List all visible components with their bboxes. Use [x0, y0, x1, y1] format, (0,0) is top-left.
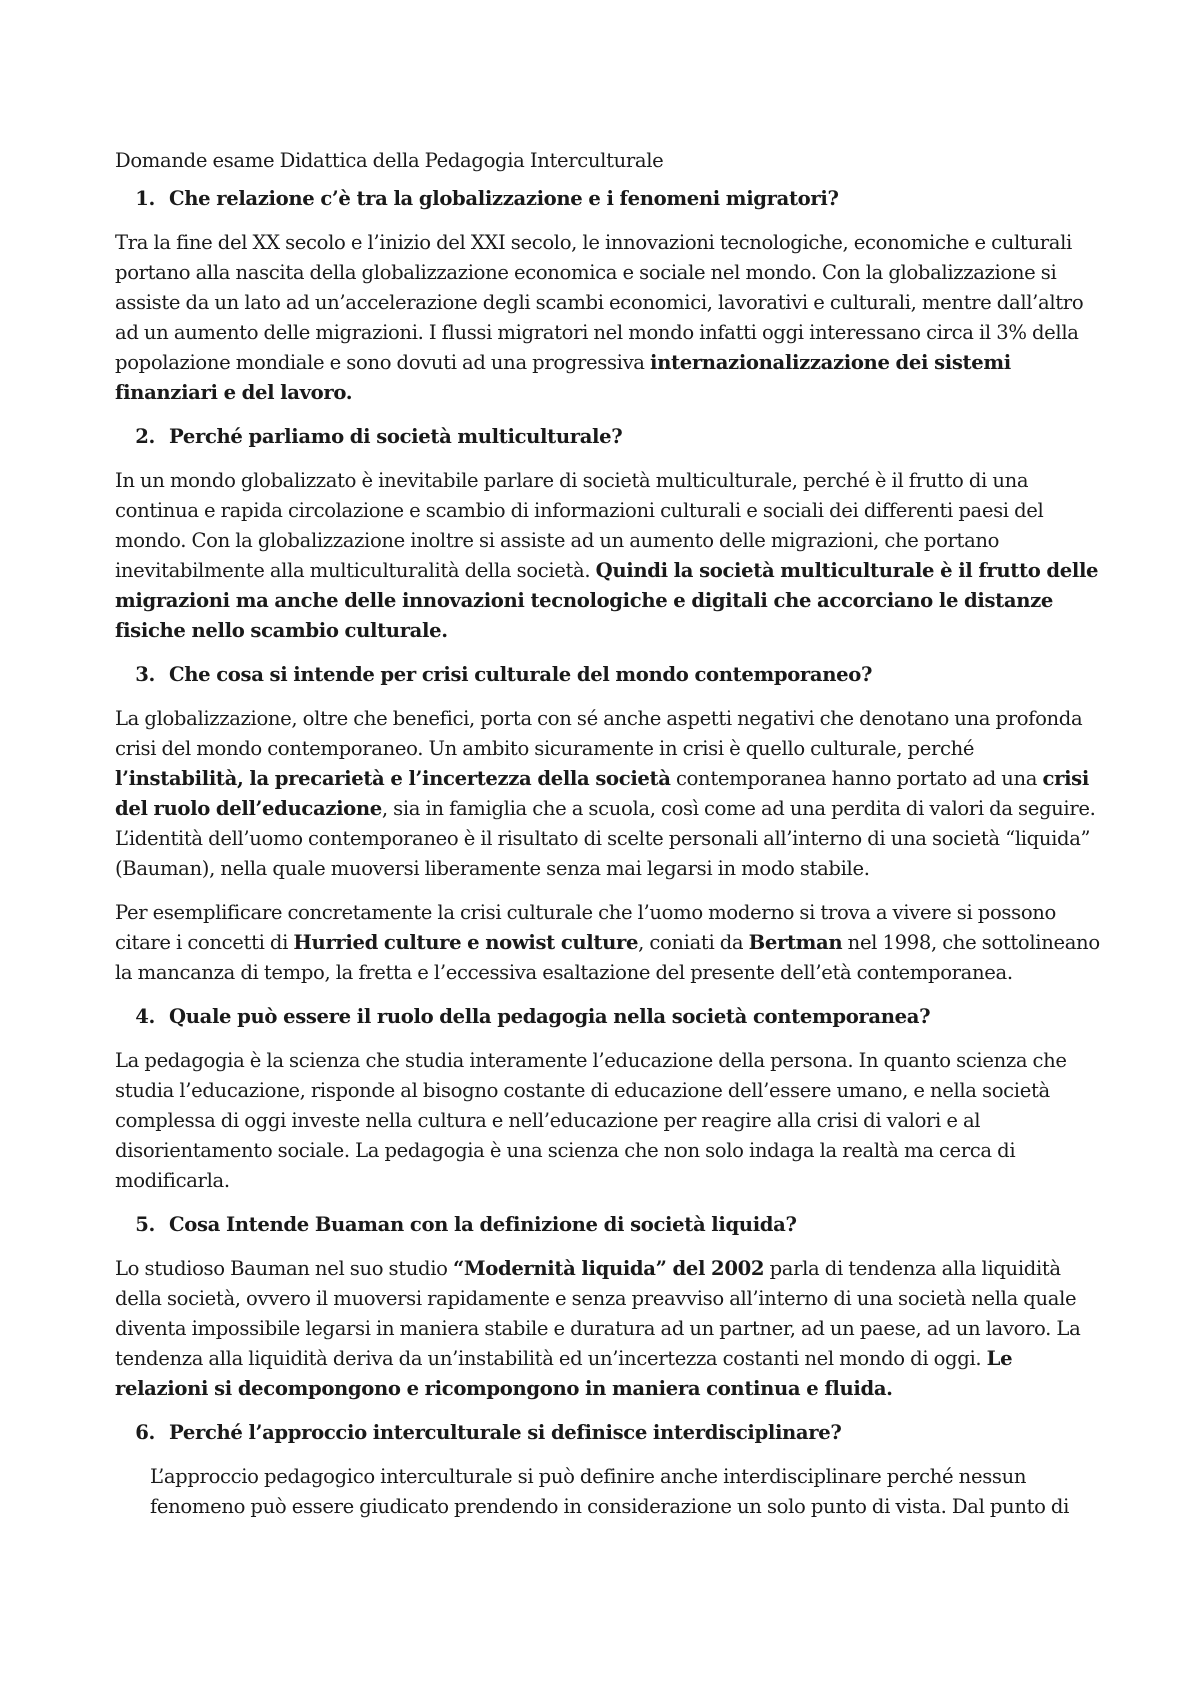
question-text: Quale può essere il ruolo della pedagogia nella società contemporanea? [169, 1005, 931, 1028]
answer-text: nel 1998, che sottolineano la mancanza di tempo, la fretta e l’eccessiva esaltazione del presente dell’età contemporanea. [115, 931, 1100, 984]
answer-text: Per esemplificare concretamente la crisi culturale che l’uomo moderno si trova a vivere si possono citare i concetti di [115, 901, 1056, 954]
answer-bold-text: internazionalizzazione dei sistemi finanziari e del lavoro. [115, 351, 1011, 404]
answer-bold-text: “Modernità liquida” del 2002 [452, 1257, 765, 1280]
question-text: Che cosa si intende per crisi culturale del mondo contemporaneo? [169, 663, 873, 686]
answer-bold-text: Le relazioni si decompongono e ricompongono in maniera continua e fluida. [115, 1347, 1013, 1400]
question-4 [115, 1002, 1100, 1032]
answer-text: L’approccio pedagogico interculturale si può definire anche interdisciplinare perché nessun fenomeno può essere giudicato prendendo in considerazione un solo punto di vista. Dal punto di [150, 1465, 1070, 1518]
answer-bold-text: Quindi la società multiculturale è il frutto delle migrazioni ma anche delle innovazioni tecnologiche e digitali che accorciano le distanze fisiche nello scambio culturale. [115, 559, 1099, 642]
question-text: Perché parliamo di società multiculturale? [169, 425, 623, 448]
answer-5 [115, 1254, 1100, 1404]
answer-bold-text: Hurried culture e nowist culture [293, 931, 639, 954]
question-number: 1. [135, 187, 155, 210]
answer-bold-text: Bertman [748, 931, 843, 954]
question-3 [115, 660, 1100, 690]
answer-text: La pedagogia è la scienza che studia interamente l’educazione della persona. In quanto scienza che studia l’educazione, risponde al bisogno costante di educazione dell’essere umano, e nella società complessa di oggi investe nella cultura e nell’educazione per reagire alla crisi di valori e al disorientamento sociale. La pedagogia è una scienza che non solo indaga la realtà ma cerca di modificarla. [115, 1049, 1067, 1192]
answer-2 [115, 466, 1100, 646]
answer-bold-text: crisi del ruolo dell’educazione [115, 767, 1089, 820]
document-body [115, 146, 1100, 1536]
answer-text: , coniati da [638, 931, 744, 954]
answer-text: In un mondo globalizzato è inevitabile parlare di società multiculturale, perché è il frutto di una continua e rapida circolazione e scambio di informazioni culturali e sociali dei differenti paesi del mondo. Con la globalizzazione inoltre si assiste ad un aumento delle migrazioni, che portano inevitabilmente alla multiculturalità della società. [115, 469, 1044, 582]
answer-4 [115, 1046, 1100, 1196]
answer-3-paragraph-1 [115, 704, 1100, 884]
question-2 [115, 422, 1100, 452]
question-text: Cosa Intende Buaman con la definizione di società liquida? [169, 1213, 797, 1236]
answer-text: Tra la fine del XX secolo e l’inizio del XXI secolo, le innovazioni tecnologiche, economiche e culturali portano alla nascita della globalizzazione economica e sociale nel mondo. Con la globalizzazione si assiste da un lato ad un’accelerazione degli scambi economici, lavorativi e culturali, mentre dall’altro ad un aumento delle migrazioni. I flussi migratori nel mondo infatti oggi interessano circa il 3% della popolazione mondiale e sono dovuti ad una progressiva [115, 231, 1084, 374]
answer-text: contemporanea hanno portato ad una [675, 767, 1038, 790]
question-5 [115, 1210, 1100, 1240]
answer-6 [150, 1462, 1100, 1522]
question-number: 2. [135, 425, 155, 448]
question-number: 5. [135, 1213, 155, 1236]
question-text: Perché l’approccio interculturale si definisce interdisciplinare? [169, 1421, 842, 1444]
answer-1 [115, 228, 1100, 408]
answer-bold-text: l’instabilità, la precarietà e l’incertezza della società [115, 767, 671, 790]
question-1 [115, 184, 1100, 214]
answer-3-paragraph-2 [115, 898, 1100, 988]
question-number: 6. [135, 1421, 155, 1444]
answer-text: Lo studioso Bauman nel suo studio [115, 1257, 448, 1280]
question-number: 4. [135, 1005, 155, 1028]
answer-text: La globalizzazione, oltre che benefici, porta con sé anche aspetti negativi che denotano una profonda crisi del mondo contemporaneo. Un ambito sicuramente in crisi è quello culturale, perché [115, 707, 1083, 760]
answer-text: , sia in famiglia che a scuola, così come ad una perdita di valori da seguire. L’identità dell’uomo contemporaneo è il risultato di scelte personali all’interno di una società “liquida” (Bauman), nella quale muoversi liberamente senza mai legarsi in modo stabile. [115, 797, 1096, 880]
question-number: 3. [135, 663, 155, 686]
answer-text: parla di tendenza alla liquidità della società, ovvero il muoversi rapidamente e senza preavviso all’interno di una società nella quale diventa impossibile legarsi in maniera stabile e duratura ad un partner, ad un paese, ad un lavoro. La tendenza alla liquidità deriva da un’instabilità ed un’incertezza costanti nel mondo di oggi. [115, 1257, 1081, 1370]
document-title: Domande esame Didattica della Pedagogia Interculturale [115, 149, 664, 172]
question-text: Che relazione c’è tra la globalizzazione e i fenomeni migratori? [169, 187, 839, 210]
question-6 [115, 1418, 1100, 1448]
